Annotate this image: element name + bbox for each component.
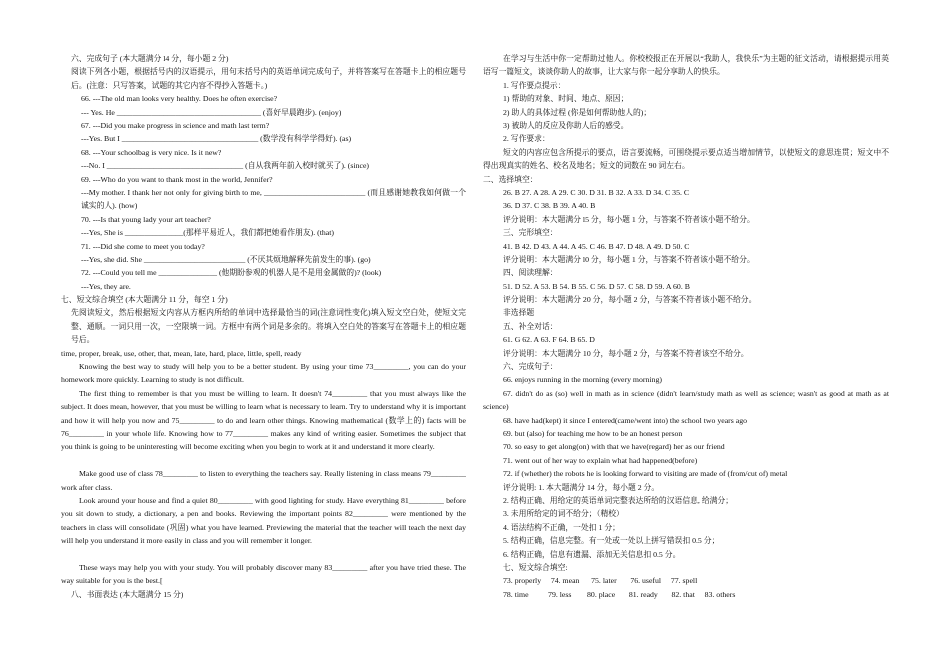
scoring-rule-5: 5. 结构正确，信息完整。有一处或一处以上拼写错误扣 0.5 分；	[503, 536, 720, 546]
answer-section-5-row: 61. G 62. A 63. F 64. B 65. D	[503, 335, 595, 345]
answer-section-2-title: 二、选择填空：	[483, 174, 538, 184]
right-column	[483, 52, 889, 601]
answer-70: 70. so easy to get along(on) with that we have(regard) her as our friend	[503, 442, 725, 452]
writing-point-3: 3) 被助人的反应及你助人后的感受。	[503, 120, 629, 130]
non-choice-heading: 非选择题	[503, 308, 535, 318]
scoring-rule-6: 6. 结构正确，信息有遗漏、添加无关信息扣 0.5 分。	[503, 549, 681, 559]
writing-point-2: 2) 助人的具体过程 (你是如何帮助他人的)；	[503, 107, 652, 117]
passage-paragraph-5: These ways may help you with your study. You will probably discover many 83_________ after you have tried these. The way suitable for you is the best.[	[61, 563, 466, 586]
writing-requirements: 短文的内容应包含所提示的要点，语言要流畅，可围绕提示要点适当增加情节，以使短文的意思连贯；短文中不得出现真实的姓名、校名及地名；短文的词数在 90 词左右。	[483, 147, 889, 171]
writing-point-1: 1) 帮助的对象、时间、地点、原因；	[503, 94, 629, 104]
scoring-rule-2: 2. 结构正确、用给定的英语单词完整表达所给的汉语信息, 给满分；	[503, 495, 734, 505]
writing-requirements-title: 2. 写作要求：	[503, 134, 550, 144]
section-6-title: 六、完成句子 (本大题满分 l4 分，每小题 2 分)	[71, 54, 229, 63]
answer-section-4-row: 51. D 52. A 53. B 54. B 55. C 56. D 57. C 58. D 59. A 60. B	[503, 281, 690, 291]
answer-69: 69. but (also) for teaching me how to be an honest person	[503, 428, 683, 438]
answer-section-5-title: 五、补全对话：	[503, 321, 558, 331]
question-68-blank: ---No. I ___________________________________ (自从我两年前入校时就买了). (since)	[81, 161, 370, 171]
question-71: 71. ---Did she come to meet you today?	[81, 241, 205, 251]
passage-paragraph-3: Make good use of class 78_________ to listen to everything the teachers say. Really listening in class means 79_________ work after class.	[61, 469, 466, 492]
scoring-rule-4: 4. 语法结构不正确，一处扣 1 分；	[503, 522, 620, 532]
passage-paragraph-4: Look around your house and find a quiet 80_________ with good lighting for study. Have everything 81_________ before you sit down to study, a dictionary, a pen and books. Reviewing the important points 82_________ were mentioned by the teachers in class will consolidate (巩固) what you have learned. Previewing the material that the teacher will teach the next day will help you understand it more easily in class and you will remember it longer.	[61, 496, 466, 546]
scoring-rule-3: 3. 未用所给定的词不给分；（精校）	[503, 509, 624, 519]
section-7-instructions: 先阅读短文，然后根据短文内容从方框内所给的单词中选择最恰当的词(注意词性变化)填入短文空白处，使短文完整、通顺。一词只用一次，一空限填一词。方框中有两个词是多余的。将填入空白处的答案写在答题卡上的相应题号后。	[71, 308, 466, 345]
question-66-blank: --- Yes. He _____________________________________ (喜好早晨跑步). (enjoy)	[81, 107, 342, 117]
answer-section-5-note: 评分说明：本大题满分 10 分，每小题 2 分，与答案不符者该空不给分。	[503, 348, 749, 358]
section-8-title: 八、书面表达 (本大题满分 15 分)	[71, 589, 184, 599]
question-68: 68. ---Your schoolbag is very nice. Is it new?	[81, 147, 222, 157]
answer-66: 66. enjoys running in the morning (every morning)	[503, 375, 662, 385]
answer-72: 72. if (whether) the robots he is looking forward to visiting are made of (from/cut of) metal	[503, 469, 788, 479]
section-7-title: 七、短文综合填空 (本大题满分 11 分，每空 1 分)	[61, 295, 228, 305]
answer-section-3-note: 评分说明：本大题满分 l0 分，每小题 1 分，与答案不符者该小题不给分。	[503, 254, 755, 264]
answer-section-3-title: 三、完形填空：	[503, 228, 558, 238]
question-70-blank: ---Yes, She is _______________(那样平易近人，我们都把她看作朋友). (that)	[81, 228, 335, 238]
answer-71: 71. went out of her way to explain what had happened(before)	[503, 455, 698, 465]
question-70: 70. ---Is that young lady your art teacher?	[81, 214, 211, 224]
left-column	[61, 52, 466, 601]
answer-section-7-row-2: 78. time 79. less 80. place 81. ready 82. that 83. others	[503, 589, 736, 599]
answer-section-2-row-2: 36. D 37. C 38. B 39. A 40. B	[503, 201, 596, 211]
question-71-blank: ---Yes, she did. She __________________________ (不厌其烦地解释先前发生的事). (go)	[81, 254, 371, 264]
answer-section-2-note: 评分说明：本大题满分 l5 分，每小题 1 分，与答案不符者该小题不给分。	[503, 214, 755, 224]
question-69: 69. ---Who do you want to thank most in the world, Jennifer?	[81, 174, 273, 184]
question-67: 67. ---Did you make progress in science and math last term?	[81, 120, 270, 130]
writing-points-title: 1. 写作要点提示：	[503, 80, 566, 90]
passage-paragraph-1: Knowing the best way to study will help you to be a better student. By using your time 73_________, you can do your homework more quickly. Learning to study is not difficult.	[61, 362, 466, 385]
writing-prompt: 在学习与生活中你一定帮助过他人。你校校报正在开展以“我助人，我快乐”为主题的征文活动，请根据提示用英语写一篇短文，谈谈你助人的故事，让大家与你一起分享助人的快乐。	[483, 54, 889, 77]
passage-paragraph-2: The first thing to remember is that you must be willing to learn. It doesn't 74_________ that you must always like the subject. It does mean, however, that you must be willing to learn what is necessary to learn. Try to understand why it is important and how it will help you now and 75_________ to do and learn other things. Knowing mathematical (数学上的) facts will be 76_________ in your whole life. Knowing how to 77_________ makes any kind of writing easier. Sometimes the subject that you think is going to be uninteresting will become exciting when you begin to work at it and understand it more clearly.	[61, 388, 466, 452]
word-box: time, proper, break, use, other, that, mean, late, hard, place, little, spell, ready	[61, 348, 302, 358]
answer-68: 68. have had(kept) it since I entered(came/went into) the school two years ago	[503, 415, 747, 425]
answer-section-3-row: 41. B 42. D 43. A 44. A 45. C 46. B 47. D 48. A 49. D 50. C	[503, 241, 690, 251]
answer-section-4-note: 评分说明：本大题满分 20 分，每小题 2 分，与答案不符者该小题不给分。	[503, 295, 757, 305]
answer-section-6-note: 评分说明: 1. 本大题满分 14 分，每小题 2 分。	[503, 482, 660, 492]
question-72-blank: ---Yes, they are.	[81, 281, 131, 291]
answer-section-2-row-1: 26. B 27. A 28. A 29. C 30. D 31. B 32. A 33. D 34. C 35. C	[503, 187, 690, 197]
question-69-blank: ---My mother. I thank her not only for giving birth to me, __________________________ (而且感谢她教我如何做一个诚实的人). (how)	[81, 187, 466, 211]
section-6-instructions: 阅读下列各小题，根据括号内的汉语提示，用句末括号内的英语单词完成句子，并将答案写在答题卡上的相应题号后。(注意：只写答案，试题的其它内容不得抄入答题卡。)	[71, 67, 466, 90]
question-66: 66. ---The old man looks very healthy. Does he often exercise?	[81, 94, 278, 104]
answer-section-6-title: 六、完成句子：	[503, 362, 558, 372]
question-72: 72. ---Could you tell me _______________ (他期盼参观的机器人是不是用金属做的)? (look)	[81, 268, 382, 278]
answer-67: 67. didn't do as (so) well in math as in science (didn't learn/study math as well as science; wasn't as good at math as at science)	[483, 388, 889, 412]
answer-section-7-row-1: 73. properly 74. mean 75. later 76. useful 77. spell	[503, 576, 698, 586]
answer-section-7-title: 七、短文综合填空:	[503, 562, 568, 572]
question-67-blank: ---Yes. But I ___________________________________ (数学没有科学学得好). (as)	[81, 134, 352, 144]
answer-section-4-title: 四、阅读理解：	[503, 268, 558, 278]
